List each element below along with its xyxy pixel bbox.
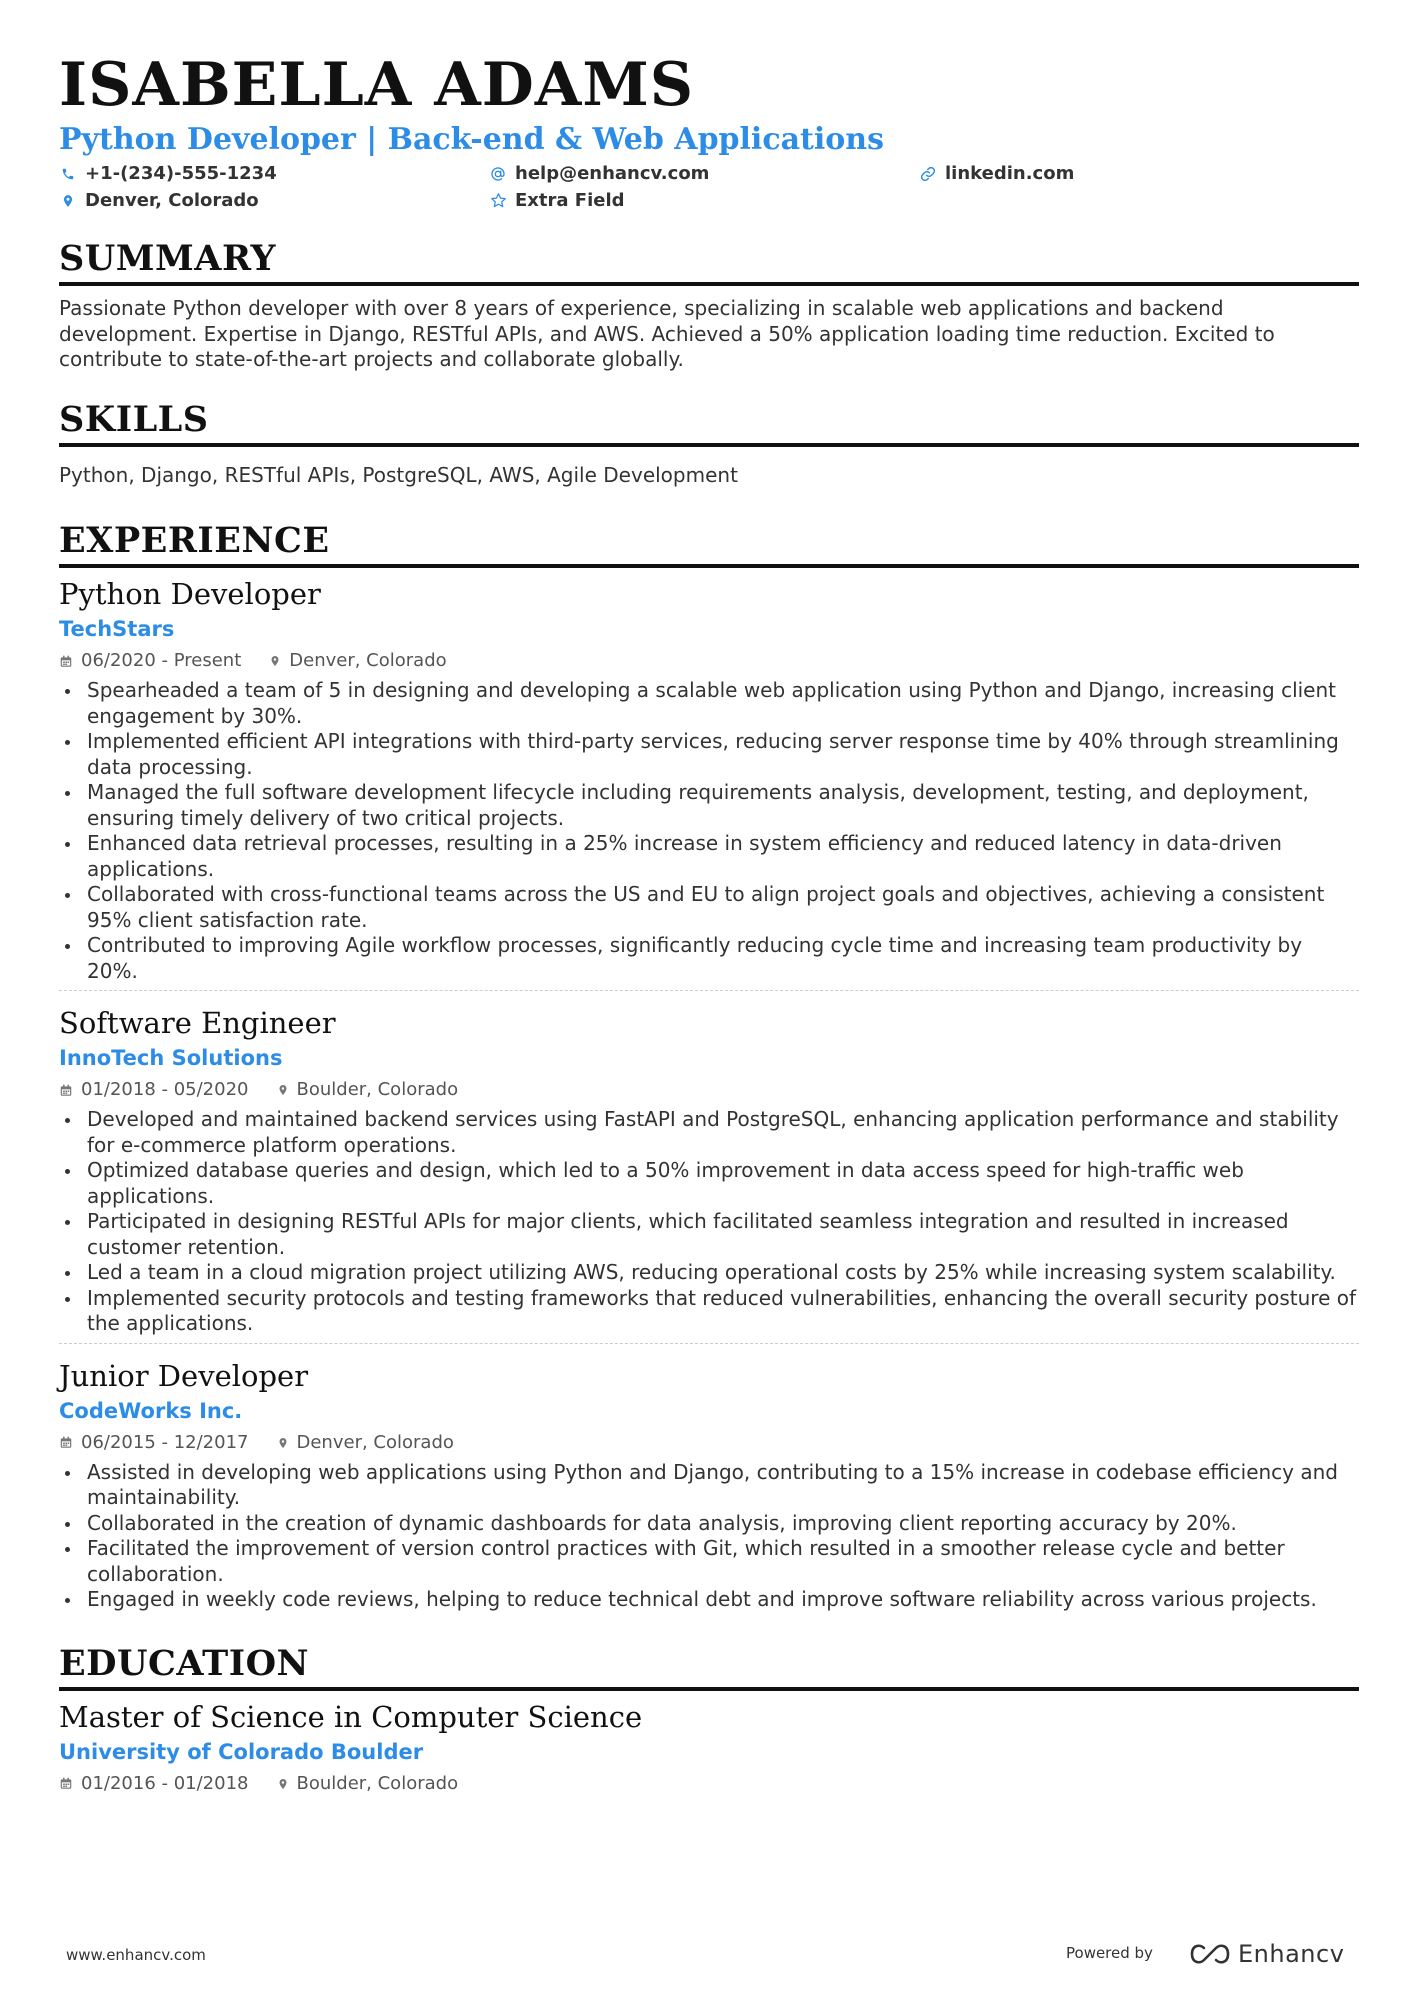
job-dates-text: 06/2015 - 12/2017 [81,1431,249,1453]
job-title: Junior Developer [59,1358,309,1393]
section-title-skills: SKILLS [59,399,1359,447]
education-school: University of Colorado Boulder [59,1739,424,1764]
experience-bullet: Collaborated with cross-functional teams across the US and EU to align project goals and objectives, achieving a consistent 95% client satisfaction rate. [59,882,1359,933]
section-title-summary: SUMMARY [59,238,1359,286]
experience-bullet: Led a team in a cloud migration project utilizing AWS, reducing operational costs by 25% while increasing system scalability. [59,1260,1359,1286]
education-location [277,1771,459,1797]
location-pin-icon [269,653,281,669]
job-location-text: Boulder, Colorado [296,1079,459,1100]
enhancv-brand-text: Enhancv [1238,1940,1345,1968]
location-pin-icon [277,1082,289,1098]
location-text: Denver, Colorado [85,190,259,211]
resume-page [59,50,1359,1797]
phone-icon [59,165,77,183]
calendar-icon [59,1083,73,1098]
experience-bullet: Facilitated the improvement of version control practices with Git, which resulted in a smoother release cycle and better collaboration. [59,1536,1359,1587]
experience-entry [59,1343,1359,1619]
education-section [59,1643,1359,1797]
education-meta [59,1771,1359,1797]
location-pin-icon [277,1435,289,1451]
email-text: help@enhancv.com [515,163,710,184]
job-title: Software Engineer [59,1006,336,1040]
experience-entry [59,576,1359,990]
contact-info [59,162,1359,212]
location-pin-icon [277,1776,289,1792]
contact-extra [489,189,919,212]
summary-text: Passionate Python developer with over 8 years of experience, specializing in scalable web applications and backend development. Expertise in Django, RESTful APIs, and AWS. Achieved a 50% application loading time reduction. Excited to contribute to state-of-the-art projects and collaborate globally. [59,296,1275,371]
experience-bullet-list [59,1107,1359,1337]
link-icon [919,165,937,183]
job-title: Python Developer [59,577,321,611]
contact-linkedin[interactable] [919,162,1269,185]
job-dates-text: 06/2020 - Present [81,650,242,671]
experience-bullet: Collaborated in the creation of dynamic dashboards for data analysis, improving client reporting accuracy by 20%. [59,1511,1359,1537]
candidate-headline: Python Developer | Back-end & Web Applications [59,122,884,157]
at-sign-icon [489,165,507,183]
candidate-name: ISABELLA ADAMS [59,50,695,120]
job-dates [59,1430,249,1456]
section-title-experience: EXPERIENCE [59,520,1359,568]
experience-bullet: Spearheaded a team of 5 in designing and developing a scalable web application using Python and Django, increasing client engagement by 30%. [59,678,1359,729]
job-meta [59,1430,1359,1456]
job-dates [59,1077,249,1103]
contact-email[interactable] [489,162,919,185]
experience-bullet: Managed the full software development lifecycle including requirements analysis, development, testing, and deployment, ensuring timely delivery of two critical projects. [59,780,1359,831]
calendar-icon [59,654,73,669]
contact-phone[interactable] [59,162,489,185]
experience-bullet: Assisted in developing web applications using Python and Django, contributing to a 15% increase in codebase efficiency and maintainability. [59,1460,1359,1511]
job-dates [59,648,241,674]
job-dates-text: 01/2018 - 05/2020 [81,1079,249,1100]
calendar-icon [59,1435,73,1450]
experience-entry [59,990,1359,1343]
footer [66,1942,1346,1972]
job-meta [59,1077,1359,1103]
experience-bullet: Optimized database queries and design, which led to a 50% improvement in data access speed for high-traffic web applications. [59,1158,1359,1209]
experience-section [59,520,1359,1619]
contact-location [59,189,489,212]
experience-list [59,576,1359,1619]
job-meta [59,648,1359,674]
company-name[interactable]: TechStars [59,617,175,641]
job-location [277,1430,454,1456]
calendar-icon [59,1776,73,1791]
experience-bullet-list [59,1460,1359,1613]
job-location [269,648,446,674]
experience-bullet: Contributed to improving Agile workflow processes, significantly reducing cycle time and increasing team productivity by 20%. [59,933,1359,984]
linkedin-text: linkedin.com [945,163,1075,184]
job-location [277,1077,459,1103]
education-degree: Master of Science in Computer Science [59,1699,643,1734]
extra-field-text: Extra Field [515,190,625,211]
company-name[interactable]: CodeWorks Inc. [59,1398,243,1423]
experience-bullet: Implemented efficient API integrations with third-party services, reducing server response time by 40% through streamlining data processing. [59,729,1359,780]
summary-section [59,238,1359,373]
experience-bullet: Implemented security protocols and testing frameworks that reduced vulnerabilities, enhancing the overall security posture of the applications. [59,1286,1359,1337]
job-location-text: Denver, Colorado [289,650,447,671]
phone-text: +1-(234)-555-1234 [85,163,277,184]
education-location-text: Boulder, Colorado [296,1772,459,1794]
experience-bullet: Developed and maintained backend services using FastAPI and PostgreSQL, enhancing application performance and stability for e-commerce platform operations. [59,1107,1359,1158]
skills-section [59,399,1359,489]
job-location-text: Denver, Colorado [296,1431,454,1453]
enhancv-logo[interactable] [1188,1940,1344,1968]
experience-bullet: Engaged in weekly code reviews, helping to reduce technical debt and improve software reliability across various projects. [59,1587,1359,1613]
experience-bullet-list [59,678,1359,984]
star-icon [489,192,507,210]
skills-text: Python, Django, RESTful APIs, PostgreSQL, AWS, Agile Development [59,462,738,487]
experience-bullet: Participated in designing RESTful APIs for major clients, which facilitated seamless integration and resulted in increased customer retention. [59,1209,1359,1260]
education-dates [59,1771,249,1797]
experience-bullet: Enhanced data retrieval processes, resulting in a 25% increase in system efficiency and reduced latency in data-driven applications. [59,831,1359,882]
map-pin-icon [59,192,77,210]
education-dates-text: 01/2016 - 01/2018 [81,1772,249,1794]
enhancv-logo-icon [1188,1943,1232,1965]
footer-website-link[interactable]: www.enhancv.com [66,1946,206,1964]
footer-powered-by: Powered by [1066,1944,1153,1962]
company-name[interactable]: InnoTech Solutions [59,1046,283,1070]
section-title-education: EDUCATION [59,1643,1359,1691]
